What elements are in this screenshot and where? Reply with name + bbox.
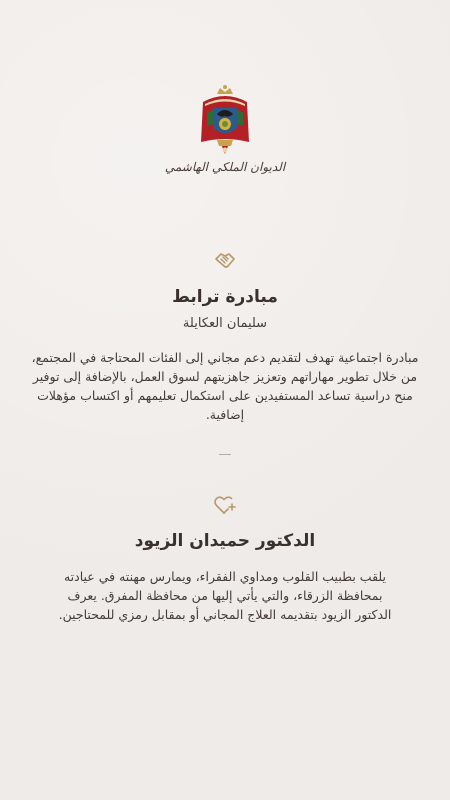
handshake-icon [212,247,238,273]
royal-crest-icon [195,84,255,156]
section-divider [219,454,231,455]
section-title-2: الدكتور حميدان الزيود [134,531,316,551]
heart-plus-icon [212,492,238,518]
section-title-1: مبادرة ترابط [172,287,278,307]
section-body-2: يلقب بطبيب القلوب ومداوي الفقراء، ويمارس مهنته في عيادته بمحافظة الزرقاء، والتي يأتي إليها من محافظة المفرق. يعرف الدكتور الزيود بتقديمه العلاج المجاني أو بمقابل رمزي للمحتاجين. [58,569,392,622]
section-subtitle-1: سليمان العكايلة [182,316,268,331]
section-body-1: مبادرة اجتماعية تهدف لتقديم دعم مجاني إلى الفئات المحتاجة في المجتمع، من خلال تطوير مهاراتهم وتعزيز جاهزيتهم لسوق العمل، بالإضافة إلى توفير منح دراسية تساعد المستفيدين على استكمال تعليمهم أو اكتساب مؤهلات إضافية. [31,350,419,422]
organization-name: الديوان الملكي الهاشمي [164,160,286,174]
